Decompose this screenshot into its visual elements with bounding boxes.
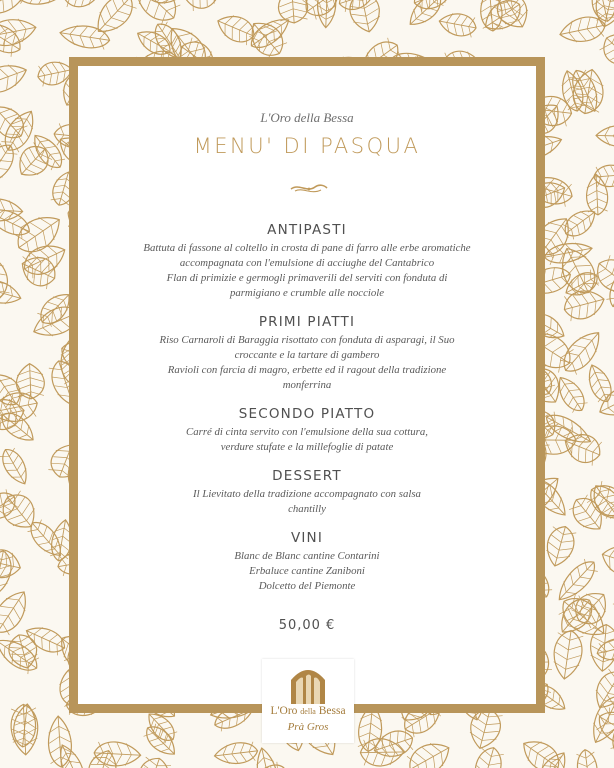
dish-line: Riso Carnaroli di Baraggia risottato con fonduta di asparagi, il Suo [159, 334, 455, 346]
leaf-outline [213, 741, 258, 766]
leaf-outline [533, 748, 572, 768]
leaf-outline [10, 704, 39, 756]
leaf-outline [62, 0, 101, 8]
dish-line: monferrina [282, 379, 332, 391]
dish-line: Ravioli con farcia di magro, erbette ed il ragout della tradizione [167, 364, 447, 376]
leaf-outline [403, 736, 455, 768]
waterfall-logo-icon [289, 666, 327, 706]
section-title: PRIMI PIATTI [258, 314, 356, 330]
section-secondo-piatto [108, 406, 506, 455]
leaf-outline [181, 0, 226, 13]
wine-line: Dolcetto del Piemonte [258, 580, 356, 592]
leaf-outline [0, 139, 20, 189]
leaf-outline [551, 629, 585, 681]
leaf-outline [575, 748, 599, 768]
leaf-outline [0, 59, 30, 98]
leaf-outline [277, 0, 309, 24]
leaf-outline [583, 361, 614, 405]
leaf-outline [588, 623, 614, 672]
dish-line: Il Lievitato della tradizione accompagnato con salsa [193, 488, 421, 500]
leaf-outline [526, 0, 578, 5]
dish-line: parmigiano e crumble alle nocciole [229, 287, 385, 299]
leaf-outline [404, 0, 447, 31]
leaf-outline [0, 277, 24, 309]
section-antipasti [108, 222, 506, 301]
section-dessert [108, 468, 506, 517]
leaf-outline [12, 140, 55, 183]
dish-line: Flan di primizie e germogli primaverili del serviti con fonduta di [166, 272, 448, 284]
section-title: SECONDO PIATTO [238, 406, 376, 422]
wine-line: Erbaluce cantine Zaniboni [249, 565, 365, 577]
leaf-outline [0, 16, 26, 59]
dish-line: verdure stufate e la millefoglie di patate [220, 441, 394, 453]
menu-title: MENU' DI PASQUA [193, 134, 421, 158]
wine-line: Blanc de Blanc cantine Contarini [234, 550, 380, 562]
leaf-outline [248, 760, 288, 768]
leaf-outline [561, 268, 601, 302]
dish-line: accompagnata con l'emulsione di acciughe del Cantabrico [179, 257, 435, 269]
flourish-icon [289, 180, 329, 196]
logo-subtitle: Prà Gros [287, 721, 329, 733]
leaf-outline [542, 523, 578, 569]
leaf-outline [336, 0, 377, 13]
leaf-outline [598, 541, 614, 578]
dish-line: chantilly [288, 503, 326, 515]
dish-line: croccante e la tartare di gambero [234, 349, 380, 361]
leaf-outline [6, 631, 41, 671]
leaf-outline [437, 10, 478, 38]
dish-line: Carré di cinta servito con l'emulsione della sua cottura, [186, 426, 428, 438]
leaf-outline [560, 428, 605, 467]
leaf-outline [560, 204, 601, 242]
leaf-outline [0, 488, 43, 536]
leaf-outline [17, 0, 63, 4]
section-vini [108, 530, 506, 594]
leaf-outline [609, 714, 614, 757]
leaf-outline [593, 705, 614, 755]
section-primi-piatti [108, 314, 506, 393]
section-title: DESSERT [272, 468, 342, 484]
leaf-outline [470, 744, 506, 768]
restaurant-name: L'Oro della Bessa [260, 110, 354, 125]
leaf-outline [28, 130, 68, 173]
leaf-outline [0, 585, 34, 639]
leaf-outline [0, 203, 34, 241]
leaf-outline [586, 174, 609, 215]
section-title: ANTIPASTI [267, 222, 347, 238]
leaf-outline [596, 125, 614, 147]
leaf-outline [0, 445, 33, 488]
menu-sections [108, 222, 506, 607]
leaf-outline [597, 27, 614, 73]
leaf-outline [89, 0, 140, 40]
leaf-outline [127, 0, 184, 29]
dish-line: Battuta di fassone al coltello in crosta di pane di farro alle erbe aromatiche [143, 242, 471, 254]
leaf-outline [543, 239, 594, 266]
leaf-outline [0, 15, 38, 49]
leaf-outline [0, 106, 41, 156]
leaf-outline [479, 0, 527, 37]
menu-card [69, 57, 545, 713]
restaurant-logo [262, 659, 354, 743]
logo-name: L'Oro della Bessa [270, 705, 346, 717]
section-title: VINI [290, 530, 324, 546]
menu-price: 50,00 € [278, 618, 336, 633]
